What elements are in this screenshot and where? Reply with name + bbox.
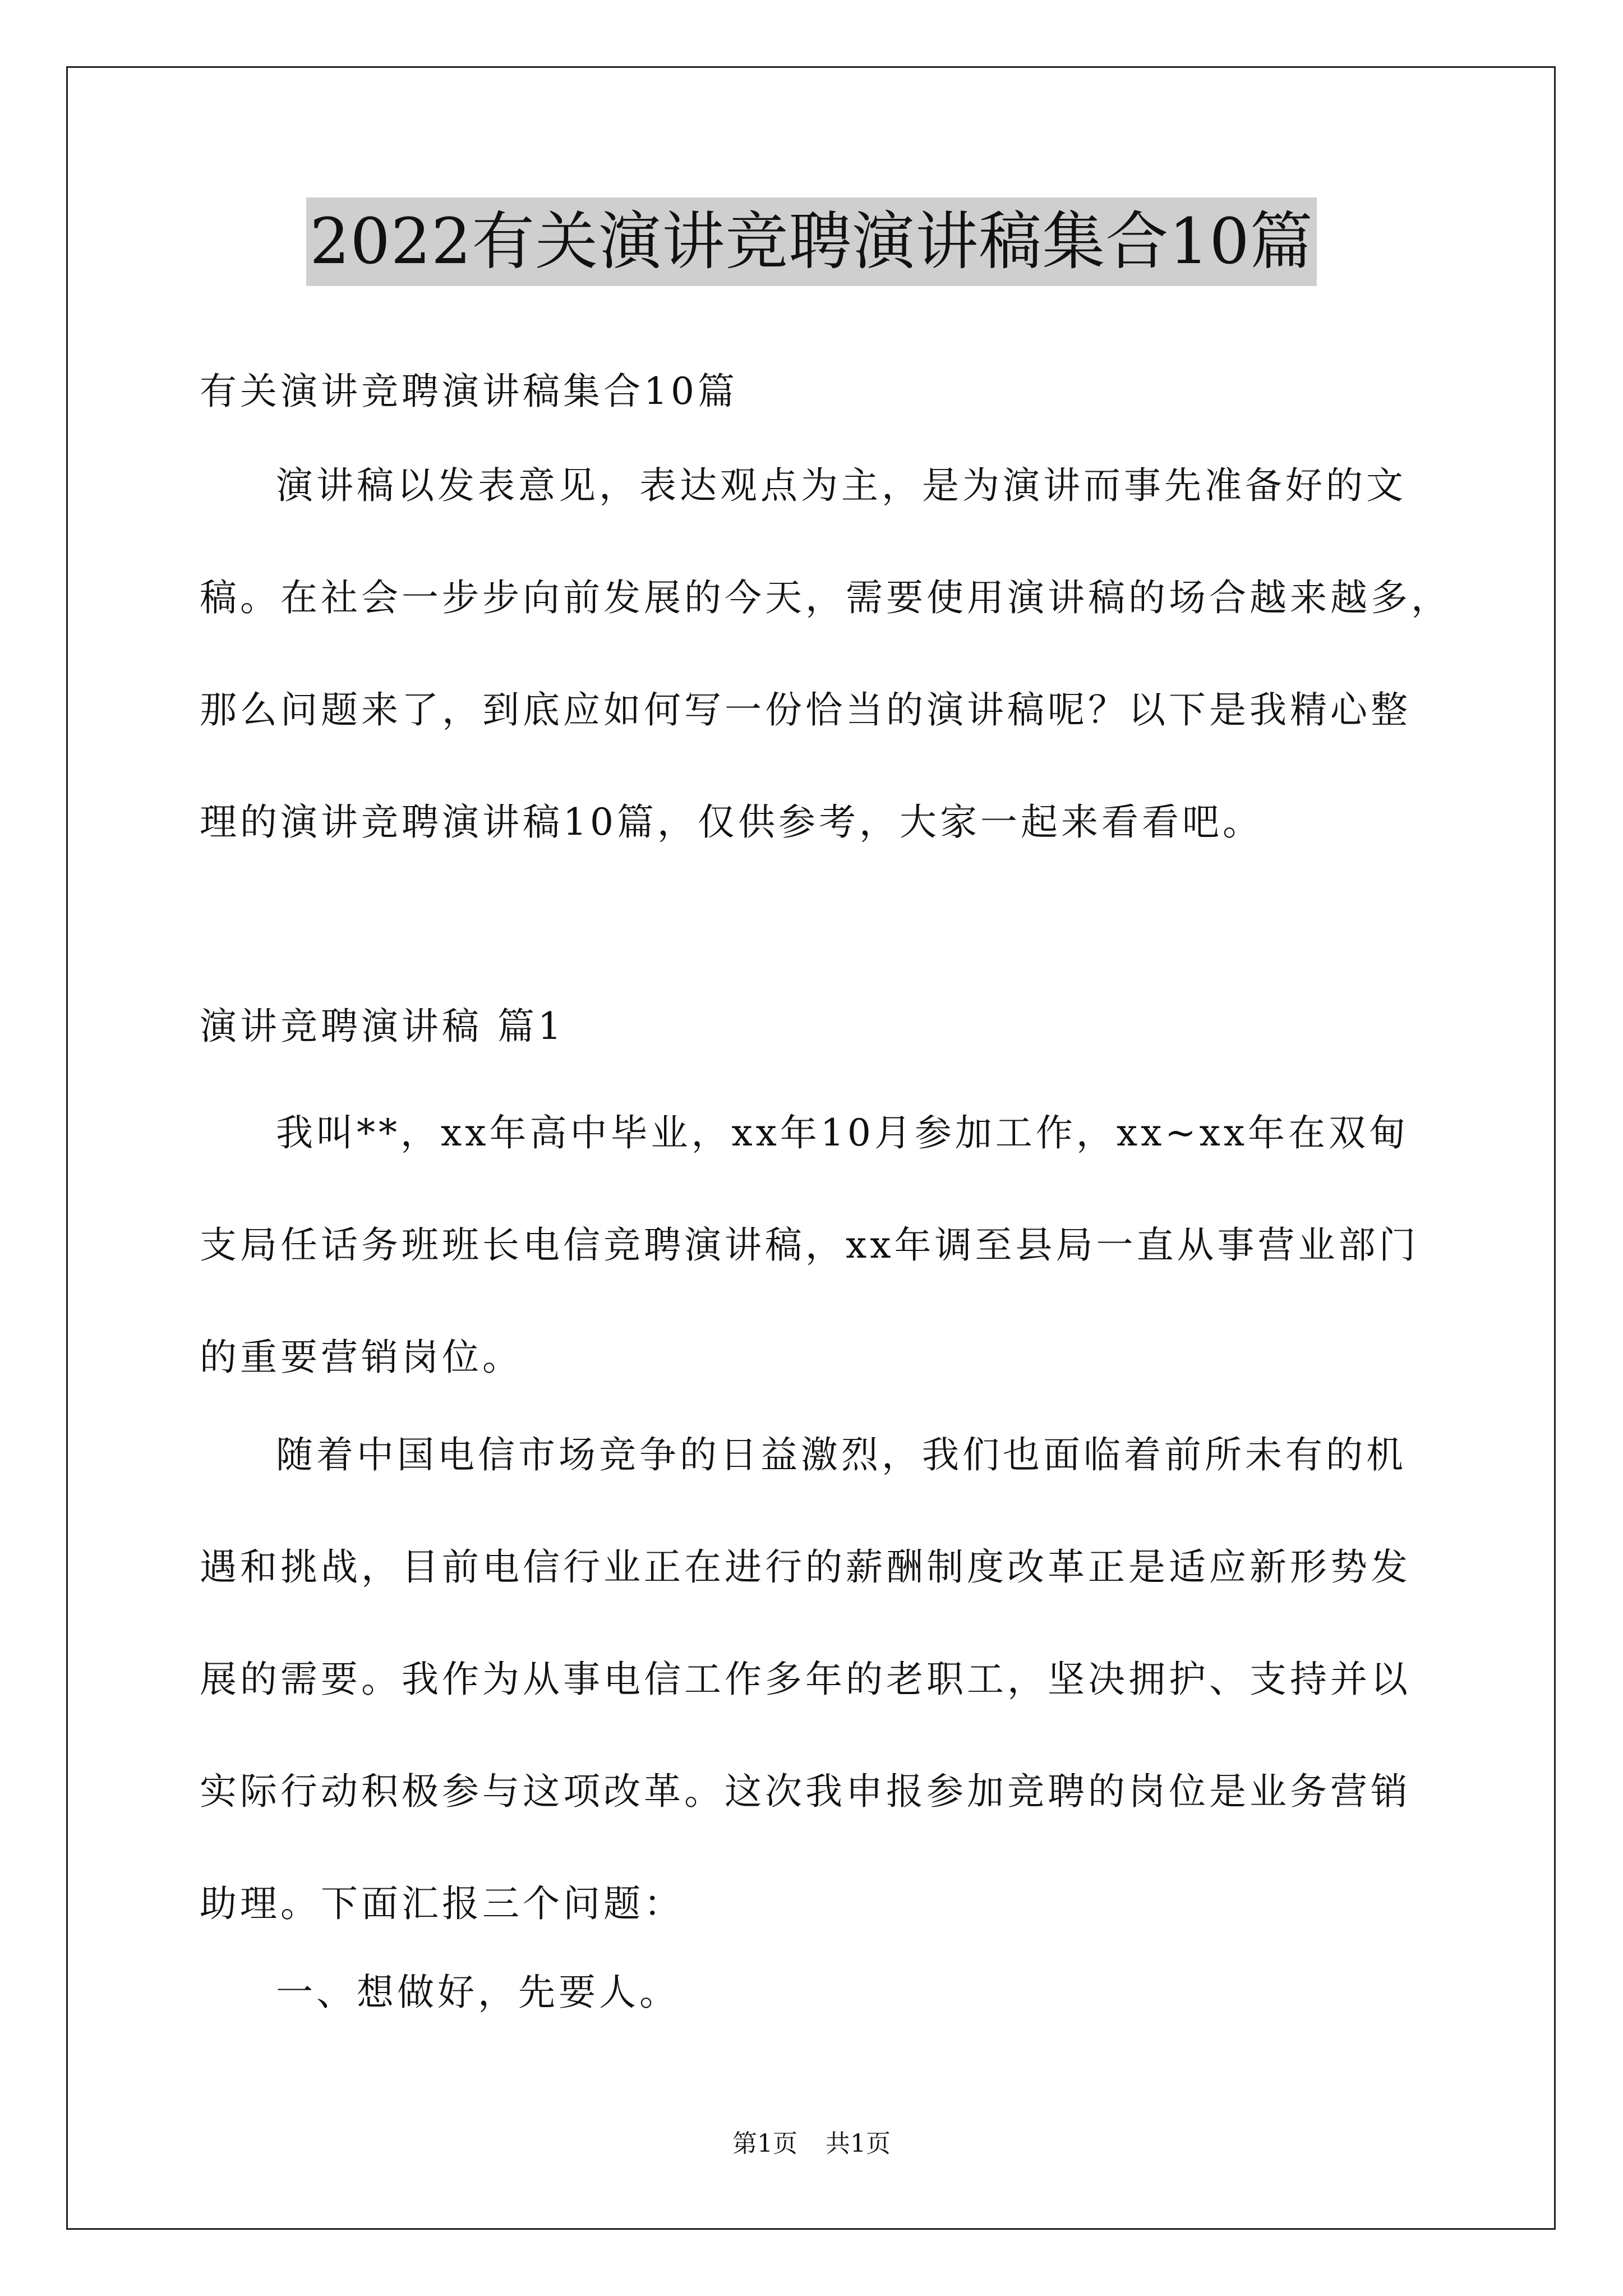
intro-line: 演讲稿以发表意见，表达观点为主，是为演讲而事先准备好的文 [276,464,1407,507]
document-title: 2022有关演讲竞聘演讲稿集合10篇 [306,197,1317,286]
paragraph-line: 遇和挑战，目前电信行业正在进行的薪酬制度改革正是适应新形势发 [200,1545,1411,1589]
paragraph-1 [200,1077,1433,1414]
paragraph-line: 支局任话务班班长电信竞聘演讲稿，xx年调至县局一直从事营业部门 [200,1223,1419,1267]
intro-line: 那么问题来了，到底应如何写一份恰当的演讲稿呢？以下是我精心整 [200,688,1411,731]
paragraph-line: 的重要营销岗位。 [200,1336,523,1379]
intro-line: 理的演讲竞聘演讲稿10篇，仅供参考，大家一起来看看吧。 [200,800,1263,844]
paragraph-line: 助理。下面汇报三个问题： [200,1882,684,1925]
intro-line: 稿。在社会一步步向前发展的今天，需要使用演讲稿的场合越来越多， [200,576,1451,619]
paragraph-line: 随着中国电信市场竞争的日益激烈，我们也面临着前所未有的机 [276,1433,1407,1476]
page-number-total: 共1页 [826,2129,891,2158]
section-heading: 演讲竞聘演讲稿 篇1 [200,1005,565,1048]
paragraph-line: 实际行动积极参与这项改革。这次我申报参加竞聘的岗位是业务营销 [200,1770,1411,1813]
paragraph-line: 我叫**，xx年高中毕业，xx年10月参加工作，xx~xx年在双甸 [276,1111,1410,1154]
paragraph-line: 展的需要。我作为从事电信工作多年的老职工，坚决拥护、支持并以 [200,1658,1411,1701]
point-1: 一、想做好，先要人。 [276,1971,680,2014]
title-container [0,197,1623,286]
point-1-block [200,1936,1433,2049]
document-subtitle: 有关演讲竞聘演讲稿集合10篇 [200,370,738,413]
paragraph-2 [200,1399,1433,1960]
page-number-current: 第1页 [732,2129,797,2158]
page-footer [0,2127,1623,2161]
intro-paragraph [200,430,1451,878]
section-heading-block [200,970,1433,1083]
